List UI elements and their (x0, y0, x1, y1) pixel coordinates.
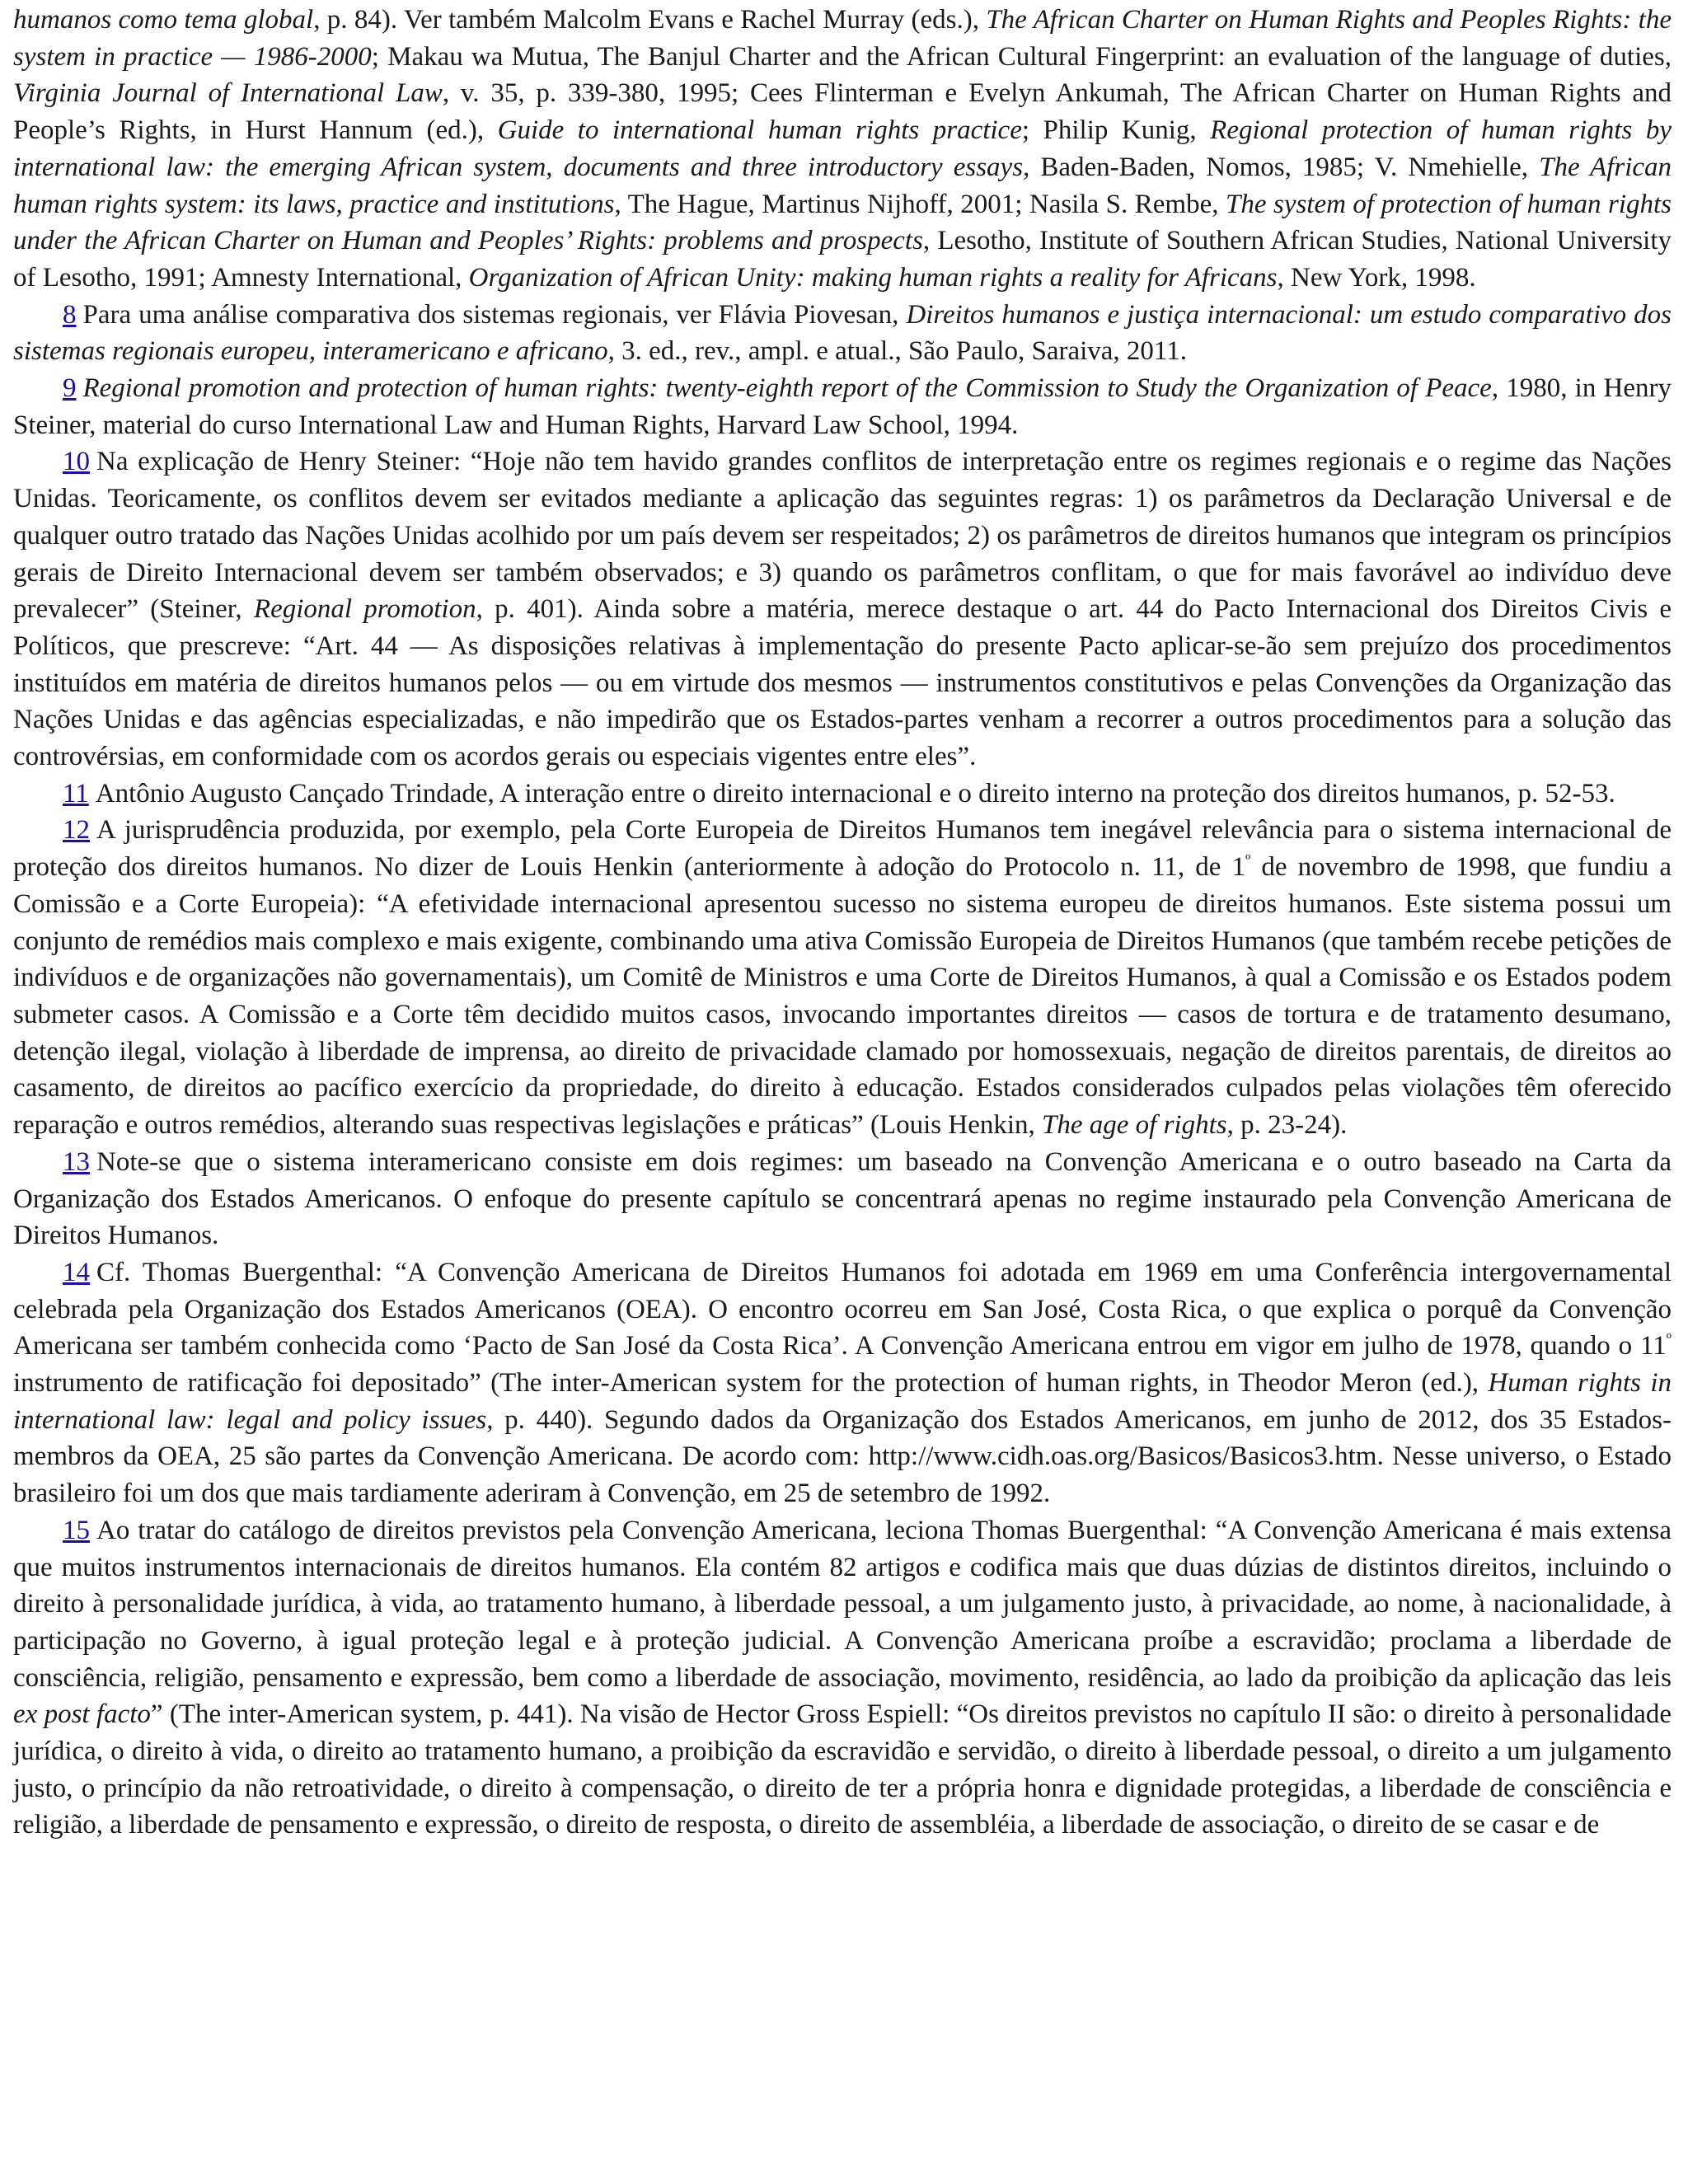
italic-citation: Regional promotion and protection of human rights: twenty-eighth report of the Commission to Study the Organization of Peace (82, 373, 1492, 404)
footnote-15 (13, 1512, 1672, 1844)
italic-citation: ex post facto (13, 1699, 151, 1730)
footnote-text: , The Hague, Martinus Nijhoff, 2001; Nasila S. Rembe, (614, 189, 1226, 219)
footnote-8 (13, 297, 1672, 370)
footnote-text: , Lesotho, Institute of Southern African Studies, National University of Lesotho, 1991; Amnesty International, (13, 226, 1672, 293)
footnote-text: , 1980, in Henry Steiner, material do curso International Law and Human Rights, Harvard Law School, 1994. (13, 373, 1672, 440)
footnote-text: , (546, 152, 564, 182)
italic-citation: documents and three introductory essays (563, 152, 1024, 182)
italic-citation: Regional promotion (253, 594, 476, 625)
ordinal-superscript: º (1245, 851, 1251, 870)
footnote-text: ; Philip Kunig, (1021, 115, 1211, 146)
footnote-link-10[interactable]: 10 (63, 447, 90, 477)
footnote-text: instrumento de ratificação foi depositado” (The inter-American system for the protection of human rights, in Theodor Meron (ed.), (13, 1368, 1489, 1399)
footnote-link-11[interactable]: 11 (63, 778, 89, 808)
footnote-text: Note-se que o sistema interamericano consiste em dois regimes: um baseado na Convenção Americana e o outro baseado na Carta da Organização dos Estados Americanos. O enfoque do presente capítulo se concentrará apenas no regime instaurado pela Convenção Americana de Direitos Humanos. (13, 1146, 1672, 1251)
footnote-text: de novembro de 1998, que fundiu a Comissão e a Corte Europeia): “A efetividade internacional apresentou sucesso no sistema europeu de direitos humanos. Este sistema possui um conjunto de remédios mais complexo e mais exigente, combinando uma ativa Comissão Europeia de Direitos Humanos (que também recebe petições de indivíduos e de organizações não governamentais), um Comitê de Ministros e uma Corte de Direitos Humanos, à qual a Comissão e os Estados podem submeter casos. A Comissão e a Corte têm decidido muitos casos, invocando importantes direitos — casos de tortura e de tratamento desumano, detenção ilegal, violação à liberdade de imprensa, ao direito de privacidade clamado por homossexuais, negação de direitos parentais, de direitos ao casamento, de direitos ao pacífico exercício da propriedade, do direito à educação. Estados considerados culpados pelas violações têm oferecido reparação e outros remédios, alterando suas respectivas legislações e práticas” (Louis Henkin, (13, 852, 1672, 1141)
footnote-11 (13, 776, 1672, 813)
footnote-9 (13, 370, 1672, 443)
italic-citation: The age of rights (1042, 1110, 1227, 1141)
footnote-text: Na explicação de Henry Steiner: “Hoje não tem havido grandes conflitos de interpretação entre os regimes regionais e o regime das Nações Unidas. Teoricamente, os conflitos devem ser evitados mediante a aplicação das seguintes regras: 1) os parâmetros da Declaração Universal e de qualquer outro tratado das Nações Unidas acolhido por um país devem ser respeitados; 2) os parâmetros de direitos humanos que integram os princípios gerais de Direito Internacional devem ser também observados; e 3) quando os parâmetros conflitam, o que for mais favorável ao indivíduo deve prevalecer” (Steiner, (13, 447, 1672, 625)
footnote-text: Cf. Thomas Buergenthal: “A Convenção Americana de Direitos Humanos foi adotada em 1969 em uma Conferência intergovernamental celebrada pela Organização dos Estados Americanos (OEA). O encontro ocorreu em San José, Costa Rica, o que explica o porquê da Convenção Americana ser também conhecida como ‘Pacto de San José da Costa Rica’. A Convenção Americana entrou em vigor em julho de 1978, quando o 11 (13, 1257, 1672, 1361)
italic-citation: Virginia Journal of International Law (13, 78, 443, 109)
footnote-link-15[interactable]: 15 (63, 1515, 90, 1545)
italic-citation: The system of protection of human rights under the African Charter on Human and Peoples’ Rights: problems and prospects (13, 189, 1672, 256)
footnote-text: Para uma análise comparativa dos sistemas regionais, ver Flávia Piovesan, (82, 299, 907, 330)
footnote-text: , p. 84). Ver também Malcolm Evans e Rachel Murray (eds.), (313, 5, 987, 35)
footnote-text: , Baden-Baden, Nomos, 1985; V. Nmehielle, (1023, 152, 1540, 182)
footnote-text: , 3. ed., rev., ampl. e atual., São Paulo, Saraiva, 2011. (607, 336, 1187, 367)
italic-citation: Direitos humanos e justiça internacional: um estudo comparativo dos sistemas regionais europeu, interamericano e africano (13, 299, 1672, 367)
italic-citation: The African human rights system: its laws, practice and institutions (13, 152, 1672, 219)
footnote-text: , p. 440). Segundo dados da Organização dos Estados Americanos, em junho de 2012, dos 35 Estados-membros da OEA, 25 são partes da Convenção Americana. De acordo com: http://www.cidh.oas.org/Basicos/Basicos3.htm. Nesse universo, o Estado brasileiro foi um dos que mais tardiamente aderiram à Convenção, em 25 de setembro de 1992. (13, 1404, 1672, 1509)
footnote-12 (13, 812, 1672, 1143)
footnote-text: A jurisprudência produzida, por exemplo, pela Corte Europeia de Direitos Humanos tem inegável relevância para o sistema internacional de proteção dos direitos humanos. No dizer de Louis Henkin (anteriormente à adoção do Protocolo n. 11, de 1 (13, 815, 1672, 883)
footnote-text: ; Makau wa Mutua, The Banjul Charter and the African Cultural Fingerprint: an evaluation of the language of duties, (371, 41, 1672, 72)
footnote-text: , p. 401). Ainda sobre a matéria, merece destaque o art. 44 do Pacto Internacional dos Direitos Civis e Políticos, que prescreve: “Art. 44 — As disposições relativas à implementação do presente Pacto aplicar-se-ão sem prejuízo dos procedimentos instituídos em matéria de direitos humanos pelos — ou em virtude dos mesmos — instrumentos constitutivos e pelas Convenções da Organização das Nações Unidas e das agências especializadas, e não impedirão que os Estados-partes venham a recorrer a outros procedimentos para a solução das controvérsias, em conformidade com os acordos gerais ou especiais vigentes entre eles”. (13, 594, 1672, 772)
footnote-link-14[interactable]: 14 (63, 1257, 90, 1287)
footnote-7-cont (13, 2, 1672, 297)
footnote-13 (13, 1144, 1672, 1254)
italic-citation: Guide to international human rights practice (497, 115, 1022, 146)
footnote-14 (13, 1254, 1672, 1512)
ordinal-superscript: º (1666, 1330, 1672, 1349)
footnote-text: Antônio Augusto Cançado Trindade, A interação entre o direito internacional e o direito interno na proteção dos direitos humanos, p. 52-53. (95, 778, 1615, 808)
footnote-link-12[interactable]: 12 (63, 815, 90, 846)
footnote-text: , New York, 1998. (1277, 262, 1476, 293)
footnote-text: , p. 23-24). (1226, 1110, 1348, 1141)
footnote-10 (13, 443, 1672, 775)
italic-citation: humanos como tema global (13, 5, 314, 35)
footnote-text: ” (The inter-American system, p. 441). Na visão de Hector Gross Espiell: “Os direitos previstos no capítulo II são: o direito à personalidade jurídica, o direito à vida, o direito ao tratamento humano, a proibição da escravidão e servidão, o direito à liberdade pessoal, o direito a um julgamento justo, o princípio da não retroatividade, o direito à compensação, o direito de ter a própria honra e dignidade protegidas, a liberdade de consciência e religião, a liberdade de pensamento e expressão, o direito de resposta, o direito de assembléia, a liberdade de associação, o direito de se casar e de (13, 1699, 1672, 1840)
footnote-text: , v. 35, p. 339-380, 1995; Cees Flinterman e Evelyn Ankumah, The African Charter on Human Rights and People’s Rights, in Hurst Hannum (ed.), (13, 78, 1672, 146)
italic-citation: Organization of African Unity: making human rights a reality for Africans (468, 262, 1278, 293)
italic-citation: The African Charter on Human Rights and Peoples Rights: the system in practice — 1986-2000 (13, 5, 1672, 72)
footnote-link-13[interactable]: 13 (63, 1146, 90, 1177)
footnote-link-8[interactable]: 8 (63, 299, 77, 330)
italic-citation: Human rights in international law: legal and policy issues (13, 1368, 1672, 1435)
footnote-text: Ao tratar do catálogo de direitos previstos pela Convenção Americana, leciona Thomas Buergenthal: “A Convenção Americana é mais extensa que muitos instrumentos internacionais de direitos humanos. Ela contém 82 artigos e codifica mais que duas dúzias de distintos direitos, incluindo o direito à personalidade jurídica, à vida, ao tratamento humano, à liberdade pessoal, a um julgamento justo, à privacidade, ao nome, à nacionalidade, à participação no Governo, à igual proteção legal e à proteção judicial. A Convenção Americana proíbe a escravidão; proclama a liberdade de consciência, religião, pensamento e expressão, bem como a liberdade de associação, movimento, residência, ao lado da proibição da aplicação das leis (13, 1515, 1672, 1693)
footnote-link-9[interactable]: 9 (63, 373, 77, 404)
italic-citation: Regional protection of human rights by international law: the emerging African system (13, 115, 1672, 182)
